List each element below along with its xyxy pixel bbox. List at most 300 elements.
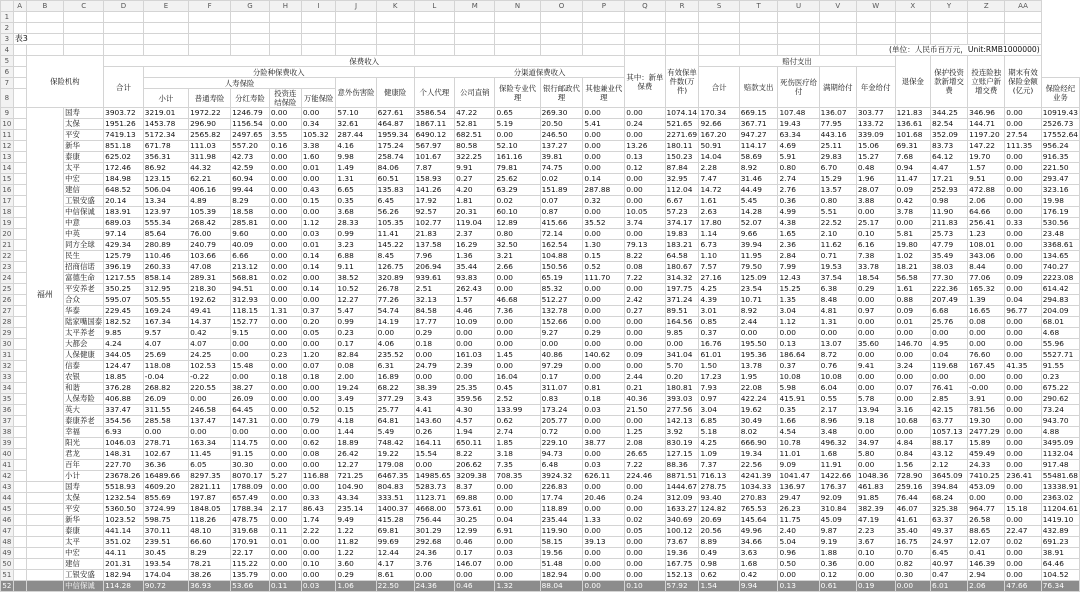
- data-cell[interactable]: 8.44: [968, 262, 1005, 273]
- data-cell[interactable]: 6.05: [189, 460, 231, 471]
- data-cell[interactable]: 176.19: [1041, 207, 1079, 218]
- subtotal-cell[interactable]: 716.13: [699, 471, 739, 482]
- data-cell[interactable]: 530.56: [1041, 218, 1079, 229]
- cell[interactable]: [931, 23, 968, 34]
- data-cell[interactable]: 3.63: [739, 548, 778, 559]
- row-number[interactable]: 10: [2, 120, 12, 128]
- row-number[interactable]: 32: [2, 362, 12, 370]
- data-cell[interactable]: 0.00: [625, 108, 665, 119]
- data-cell[interactable]: 333.51: [376, 493, 414, 504]
- data-cell[interactable]: 97.29: [540, 361, 583, 372]
- data-cell[interactable]: 7.93: [699, 383, 739, 394]
- data-cell[interactable]: 1.57: [968, 163, 1005, 174]
- data-cell[interactable]: 119.68: [931, 361, 968, 372]
- insurer-name[interactable]: 英大: [64, 405, 104, 416]
- data-cell[interactable]: 573.61: [455, 504, 495, 515]
- data-cell[interactable]: 0.00: [856, 207, 895, 218]
- data-cell[interactable]: 12.43: [778, 273, 819, 284]
- data-cell[interactable]: 0.49: [699, 548, 739, 559]
- data-cell[interactable]: 235.44: [540, 515, 583, 526]
- cell[interactable]: [13, 273, 26, 284]
- data-cell[interactable]: 10.08: [778, 372, 819, 383]
- cell[interactable]: [699, 34, 739, 45]
- data-cell[interactable]: 80.58: [455, 141, 495, 152]
- data-cell[interactable]: 5.47: [336, 306, 376, 317]
- data-cell[interactable]: 11.90: [931, 207, 968, 218]
- cell[interactable]: [583, 12, 625, 23]
- row-number[interactable]: 13: [2, 153, 12, 161]
- data-cell[interactable]: 5.18: [699, 427, 739, 438]
- data-cell[interactable]: 0.00: [414, 570, 454, 581]
- data-cell[interactable]: 38.77: [583, 438, 625, 449]
- data-cell[interactable]: 2497.65: [231, 130, 270, 141]
- data-cell[interactable]: 0.00: [625, 130, 665, 141]
- data-cell[interactable]: 6.70: [819, 163, 856, 174]
- data-cell[interactable]: 9.98: [336, 152, 376, 163]
- data-cell[interactable]: 173.24: [540, 405, 583, 416]
- data-cell[interactable]: 86.92: [143, 163, 188, 174]
- data-cell[interactable]: 3.38: [301, 141, 336, 152]
- data-cell[interactable]: 1.30: [583, 240, 625, 251]
- data-cell[interactable]: 0.00: [583, 229, 625, 240]
- data-cell[interactable]: 111.70: [583, 273, 625, 284]
- header-indemnity[interactable]: 赔款支出: [739, 67, 778, 108]
- data-cell[interactable]: 0.03: [583, 405, 625, 416]
- data-cell[interactable]: 311.07: [540, 383, 583, 394]
- data-cell[interactable]: 182.94: [540, 570, 583, 581]
- subtotal-cell[interactable]: 626.11: [583, 471, 625, 482]
- data-cell[interactable]: 20.50: [540, 119, 583, 130]
- data-cell[interactable]: 6.01: [931, 581, 968, 592]
- data-cell[interactable]: 5172.34: [143, 130, 188, 141]
- data-cell[interactable]: 521.65: [665, 119, 699, 130]
- data-cell[interactable]: 0.97: [856, 306, 895, 317]
- data-cell[interactable]: 73.24: [1041, 405, 1079, 416]
- header-death-medical[interactable]: 死伤医疗给付: [778, 67, 819, 108]
- data-cell[interactable]: 0.00: [540, 339, 583, 350]
- data-cell[interactable]: 2.44: [625, 372, 665, 383]
- data-cell[interactable]: 2821.11: [189, 482, 231, 493]
- data-cell[interactable]: 4.41: [414, 405, 454, 416]
- data-cell[interactable]: 1444.67: [666, 482, 698, 491]
- insurer-name[interactable]: 陆家嘴国泰: [65, 317, 103, 326]
- cell[interactable]: [336, 34, 376, 45]
- data-cell[interactable]: 76.44: [895, 493, 930, 504]
- data-cell[interactable]: 781.56: [968, 405, 1005, 416]
- data-cell[interactable]: 239.51: [143, 537, 188, 548]
- data-cell[interactable]: 0.36: [778, 196, 819, 207]
- cell[interactable]: [968, 34, 1005, 45]
- data-cell[interactable]: 76.34: [1041, 581, 1079, 592]
- data-cell[interactable]: 135.79: [231, 570, 270, 581]
- data-cell[interactable]: 0.84: [895, 449, 930, 460]
- cell[interactable]: [104, 45, 144, 56]
- cell[interactable]: [819, 12, 856, 23]
- data-cell[interactable]: 5283.73: [414, 482, 454, 493]
- data-cell[interactable]: 0.08: [336, 361, 376, 372]
- data-cell[interactable]: 14.04: [699, 152, 739, 163]
- data-cell[interactable]: 964.77: [968, 504, 1005, 515]
- insurer-name[interactable]: 大都会: [64, 339, 104, 350]
- data-cell[interactable]: 14.28: [739, 207, 778, 218]
- data-cell[interactable]: 5527.71: [1041, 350, 1079, 361]
- data-cell[interactable]: 0.18: [583, 394, 625, 405]
- data-cell[interactable]: 505.55: [143, 295, 188, 306]
- data-cell[interactable]: 13.57: [819, 185, 856, 196]
- data-cell[interactable]: 0.00: [583, 449, 625, 460]
- data-cell[interactable]: 830.19: [665, 438, 699, 449]
- data-cell[interactable]: 0.14: [301, 262, 336, 273]
- data-cell[interactable]: 0.00: [583, 163, 625, 174]
- data-cell[interactable]: 0.11: [269, 581, 301, 592]
- data-cell[interactable]: 235.14: [336, 504, 376, 515]
- data-cell[interactable]: 125.79: [104, 251, 144, 262]
- data-cell[interactable]: 10.68: [895, 416, 930, 427]
- data-cell[interactable]: 0.00: [583, 141, 625, 152]
- data-cell[interactable]: 91.55: [1041, 361, 1079, 372]
- data-cell[interactable]: 0.00: [269, 108, 301, 119]
- data-cell[interactable]: 205.77: [540, 416, 583, 427]
- data-cell[interactable]: 3903.72: [104, 108, 144, 119]
- data-cell[interactable]: 0.00: [495, 284, 540, 295]
- data-cell[interactable]: 195.50: [739, 339, 778, 350]
- data-cell[interactable]: 0.52: [301, 405, 336, 416]
- data-cell[interactable]: 169.24: [143, 306, 188, 317]
- data-cell[interactable]: 0.80: [819, 196, 856, 207]
- data-cell[interactable]: 0.00: [495, 273, 540, 284]
- data-cell[interactable]: 1.57: [455, 295, 495, 306]
- data-cell[interactable]: 2.17: [819, 405, 856, 416]
- data-cell[interactable]: 0.00: [1005, 339, 1041, 350]
- data-cell[interactable]: 146.39: [968, 559, 1005, 570]
- data-cell[interactable]: 50.91: [699, 141, 739, 152]
- data-cell[interactable]: 34.97: [856, 438, 895, 449]
- data-cell[interactable]: 45.09: [819, 515, 856, 526]
- data-cell[interactable]: 0.00: [231, 372, 270, 383]
- insurer-name[interactable]: 人保健康: [64, 350, 104, 361]
- data-cell[interactable]: 60.51: [376, 174, 414, 185]
- data-cell[interactable]: 0.15: [336, 405, 376, 416]
- data-cell[interactable]: 0.00: [625, 185, 665, 196]
- insurer-name[interactable]: 新华: [64, 515, 104, 526]
- data-cell[interactable]: 1.31: [269, 306, 301, 317]
- data-cell[interactable]: 118.89: [540, 504, 583, 515]
- data-cell[interactable]: 6.85: [699, 416, 739, 427]
- data-cell[interactable]: 855.69: [143, 493, 188, 504]
- data-cell[interactable]: 429.34: [104, 240, 144, 251]
- data-cell[interactable]: 260.33: [143, 262, 188, 273]
- data-cell[interactable]: 3.24: [895, 361, 930, 372]
- data-cell[interactable]: 0.00: [1005, 350, 1041, 361]
- data-cell[interactable]: 17552.64: [1042, 130, 1078, 139]
- row-number[interactable]: 42: [2, 472, 12, 480]
- data-cell[interactable]: 5.49: [376, 427, 414, 438]
- data-cell[interactable]: 3.21: [495, 251, 540, 262]
- column-letter[interactable]: J: [336, 1, 376, 12]
- data-cell[interactable]: 118.15: [231, 306, 270, 317]
- data-cell[interactable]: 0.00: [269, 548, 301, 559]
- row-number[interactable]: 27: [2, 307, 12, 315]
- cell[interactable]: [455, 12, 495, 23]
- data-cell[interactable]: 0.50: [778, 559, 819, 570]
- data-cell[interactable]: 172.46: [104, 163, 144, 174]
- data-cell[interactable]: 1232.54: [104, 493, 144, 504]
- data-cell[interactable]: 144.71: [968, 119, 1005, 130]
- data-cell[interactable]: 311.98: [189, 152, 231, 163]
- data-cell[interactable]: 60.94: [231, 174, 270, 185]
- data-cell[interactable]: 0.20: [665, 372, 699, 383]
- data-cell[interactable]: 322.25: [455, 152, 495, 163]
- data-cell[interactable]: 1034.33: [739, 482, 778, 493]
- data-cell[interactable]: 47.79: [931, 240, 968, 251]
- data-cell[interactable]: 0.00: [189, 427, 231, 438]
- cell[interactable]: [13, 306, 26, 317]
- data-cell[interactable]: 19.36: [665, 548, 699, 559]
- data-cell[interactable]: 17.80: [699, 218, 739, 229]
- cell[interactable]: [26, 515, 64, 526]
- data-cell[interactable]: 9.09: [778, 460, 819, 471]
- data-cell[interactable]: 0.00: [1005, 174, 1041, 185]
- data-cell[interactable]: 0.12: [819, 570, 856, 581]
- data-cell[interactable]: 18.21: [895, 262, 930, 273]
- row-number[interactable]: 7: [1, 78, 14, 89]
- data-cell[interactable]: 206.94: [414, 262, 454, 273]
- data-cell[interactable]: 145.64: [739, 515, 778, 526]
- cell[interactable]: [778, 12, 819, 23]
- data-cell[interactable]: 16.89: [376, 372, 414, 383]
- header-premium-income[interactable]: 保费收入: [104, 56, 625, 67]
- data-cell[interactable]: 152.77: [231, 317, 270, 328]
- data-cell[interactable]: 25.17: [856, 218, 895, 229]
- data-cell[interactable]: 40.86: [540, 350, 583, 361]
- data-cell[interactable]: 164.56: [665, 317, 699, 328]
- cell[interactable]: [13, 108, 26, 119]
- cell[interactable]: [495, 34, 540, 45]
- data-cell[interactable]: 0.13: [625, 152, 665, 163]
- data-cell[interactable]: 4.57: [455, 416, 495, 427]
- row-number[interactable]: 12: [2, 142, 12, 150]
- data-cell[interactable]: 666.90: [739, 438, 778, 449]
- data-cell[interactable]: 0.00: [269, 207, 301, 218]
- data-cell[interactable]: 939.61: [414, 273, 454, 284]
- cell[interactable]: [739, 12, 778, 23]
- column-letter[interactable]: M: [455, 1, 495, 12]
- cell[interactable]: [269, 34, 301, 45]
- data-cell[interactable]: 4.25: [699, 438, 739, 449]
- data-cell[interactable]: 0.00: [189, 394, 231, 405]
- data-cell[interactable]: 15.25: [778, 284, 819, 295]
- data-cell[interactable]: 0.16: [269, 141, 301, 152]
- data-cell[interactable]: 0.00: [1005, 262, 1041, 273]
- data-cell[interactable]: 359.56: [455, 394, 495, 405]
- insurer-name[interactable]: 太平: [64, 537, 104, 548]
- data-cell[interactable]: 669.15: [739, 108, 778, 119]
- data-cell[interactable]: 167.45: [968, 361, 1005, 372]
- data-cell[interactable]: 1.35: [778, 295, 819, 306]
- data-cell[interactable]: 124.82: [699, 504, 739, 515]
- data-cell[interactable]: 0.85: [699, 317, 739, 328]
- data-cell[interactable]: 0.37: [301, 306, 336, 317]
- data-cell[interactable]: 8.22: [455, 449, 495, 460]
- subtotal-cell[interactable]: 55481.68: [1042, 471, 1078, 480]
- cell[interactable]: [856, 23, 895, 34]
- data-cell[interactable]: 0.00: [1005, 119, 1041, 130]
- cell[interactable]: [13, 471, 26, 482]
- data-cell[interactable]: 2.76: [778, 185, 819, 196]
- data-cell[interactable]: 415.66: [540, 218, 583, 229]
- data-cell[interactable]: 119.04: [455, 218, 495, 229]
- data-cell[interactable]: 52.07: [739, 218, 778, 229]
- data-cell[interactable]: 19.83: [665, 229, 699, 240]
- header-annuity[interactable]: 年金给付: [856, 67, 895, 108]
- data-cell[interactable]: 0.94: [895, 163, 930, 174]
- data-cell[interactable]: 96.77: [1005, 306, 1041, 317]
- data-cell[interactable]: 293.47: [1041, 174, 1079, 185]
- data-cell[interactable]: 682.51: [455, 130, 495, 141]
- data-cell[interactable]: 101.68: [895, 130, 930, 141]
- data-cell[interactable]: 0.00: [856, 427, 895, 438]
- column-letter[interactable]: U: [778, 1, 819, 12]
- data-cell[interactable]: 180.81: [665, 383, 699, 394]
- data-cell[interactable]: 0.00: [968, 372, 1005, 383]
- data-cell[interactable]: 9.27: [540, 328, 583, 339]
- data-cell[interactable]: 0.00: [1005, 163, 1041, 174]
- data-cell[interactable]: 26.78: [376, 284, 414, 295]
- row-number[interactable]: 16: [2, 186, 12, 194]
- data-cell[interactable]: 0.04: [931, 350, 968, 361]
- data-cell[interactable]: 756.44: [414, 515, 454, 526]
- data-cell[interactable]: 3.18: [495, 449, 540, 460]
- column-letter[interactable]: H: [269, 1, 301, 12]
- data-cell[interactable]: 92.57: [414, 207, 454, 218]
- data-cell[interactable]: 0.07: [301, 361, 336, 372]
- column-letter[interactable]: AA: [1005, 1, 1041, 12]
- cell[interactable]: [13, 548, 26, 559]
- header-life-insurance[interactable]: 人寿保险: [143, 78, 336, 89]
- data-cell[interactable]: 7.87: [414, 163, 454, 174]
- data-cell[interactable]: 176.37: [819, 482, 856, 493]
- cell[interactable]: [968, 12, 1005, 23]
- insurer-name[interactable]: 中意: [64, 218, 104, 229]
- data-cell[interactable]: 0.00: [1005, 317, 1041, 328]
- data-cell[interactable]: 24.97: [931, 537, 968, 548]
- data-cell[interactable]: 657.49: [231, 493, 270, 504]
- data-cell[interactable]: 49.96: [739, 526, 778, 537]
- cell[interactable]: [455, 34, 495, 45]
- data-cell[interactable]: 0.00: [455, 570, 495, 581]
- data-cell[interactable]: 1.20: [301, 350, 336, 361]
- row-number[interactable]: 48: [2, 538, 12, 546]
- subtotal-cell[interactable]: 236.41: [1005, 471, 1041, 482]
- subtotal-cell[interactable]: 5.27: [269, 471, 301, 482]
- subtotal-cell[interactable]: 6467.35: [376, 471, 414, 482]
- data-cell[interactable]: 9.11: [336, 262, 376, 273]
- data-cell[interactable]: 6.04: [819, 383, 856, 394]
- data-cell[interactable]: 1.49: [336, 163, 376, 174]
- cell[interactable]: [583, 34, 625, 45]
- data-cell[interactable]: 346.96: [968, 108, 1005, 119]
- data-cell[interactable]: 0.98: [699, 559, 739, 570]
- cell[interactable]: [64, 45, 104, 56]
- data-cell[interactable]: 0.00: [625, 416, 665, 427]
- data-cell[interactable]: 10919.43: [1042, 108, 1078, 117]
- data-cell[interactable]: 148.31: [104, 449, 144, 460]
- data-cell[interactable]: 2.06: [968, 196, 1005, 207]
- data-cell[interactable]: 320.89: [376, 273, 414, 284]
- data-cell[interactable]: 17.77: [414, 317, 454, 328]
- data-cell[interactable]: 24.36: [414, 548, 454, 559]
- cell[interactable]: [540, 23, 583, 34]
- data-cell[interactable]: 278.75: [699, 482, 739, 493]
- data-cell[interactable]: 0.18: [269, 372, 301, 383]
- data-cell[interactable]: 11.82: [336, 537, 376, 548]
- data-cell[interactable]: 46.68: [495, 295, 540, 306]
- data-cell[interactable]: 26.65: [625, 449, 665, 460]
- data-cell[interactable]: 47.22: [455, 108, 495, 119]
- row-number[interactable]: 17: [2, 197, 12, 205]
- row-number[interactable]: 20: [2, 230, 12, 238]
- data-cell[interactable]: 79.50: [739, 262, 778, 273]
- data-cell[interactable]: 1.06: [336, 581, 376, 592]
- data-cell[interactable]: 0.00: [495, 482, 540, 493]
- data-cell[interactable]: 0.00: [231, 350, 270, 361]
- data-cell[interactable]: 25.73: [931, 229, 968, 240]
- data-cell[interactable]: 77.06: [968, 273, 1005, 284]
- data-cell[interactable]: 47.66: [1005, 581, 1041, 592]
- data-cell[interactable]: 246.50: [540, 130, 583, 141]
- data-cell[interactable]: 2.22: [301, 526, 336, 537]
- data-cell[interactable]: 11.75: [778, 515, 819, 526]
- data-cell[interactable]: 312.95: [143, 284, 188, 295]
- data-cell[interactable]: 370.11: [143, 526, 188, 537]
- data-cell[interactable]: 614.42: [1041, 284, 1079, 295]
- cell[interactable]: [778, 45, 819, 56]
- header-valid-policies[interactable]: 有效保单件数(万件): [665, 56, 699, 108]
- data-cell[interactable]: 0.04: [1005, 295, 1041, 306]
- cell[interactable]: [13, 130, 26, 141]
- cell[interactable]: [143, 45, 188, 56]
- data-cell[interactable]: 0.00: [301, 570, 336, 581]
- column-letter[interactable]: N: [495, 1, 540, 12]
- subtotal-cell[interactable]: 8871.51: [666, 471, 698, 480]
- row-number[interactable]: 49: [2, 549, 12, 557]
- cell[interactable]: [13, 559, 26, 570]
- data-cell[interactable]: 4.30: [455, 405, 495, 416]
- data-cell[interactable]: 262.43: [455, 284, 495, 295]
- data-cell[interactable]: 88.36: [665, 460, 699, 471]
- data-cell[interactable]: 68.01: [1041, 317, 1079, 328]
- data-cell[interactable]: 0.00: [1005, 284, 1041, 295]
- row-number[interactable]: 36: [2, 406, 12, 414]
- data-cell[interactable]: 290.62: [1041, 394, 1079, 405]
- column-letter[interactable]: Z: [968, 1, 1005, 12]
- column-letter[interactable]: R: [665, 1, 699, 12]
- data-cell[interactable]: 13338.91: [1042, 482, 1078, 491]
- data-cell[interactable]: 0.33: [1005, 218, 1041, 229]
- data-cell[interactable]: 32.61: [336, 119, 376, 130]
- data-cell[interactable]: 140.62: [583, 350, 625, 361]
- data-cell[interactable]: 2565.82: [189, 130, 231, 141]
- data-cell[interactable]: 6.73: [699, 240, 739, 251]
- data-cell[interactable]: 0.00: [1005, 251, 1041, 262]
- header-protection-new[interactable]: 保护投资款新增交费: [931, 56, 968, 108]
- data-cell[interactable]: 183.91: [104, 207, 144, 218]
- data-cell[interactable]: 64.45: [231, 405, 270, 416]
- data-cell[interactable]: 147.31: [231, 416, 270, 427]
- data-cell[interactable]: 0.29: [414, 328, 454, 339]
- data-cell[interactable]: 76.41: [931, 383, 968, 394]
- data-cell[interactable]: 78.21: [189, 559, 231, 570]
